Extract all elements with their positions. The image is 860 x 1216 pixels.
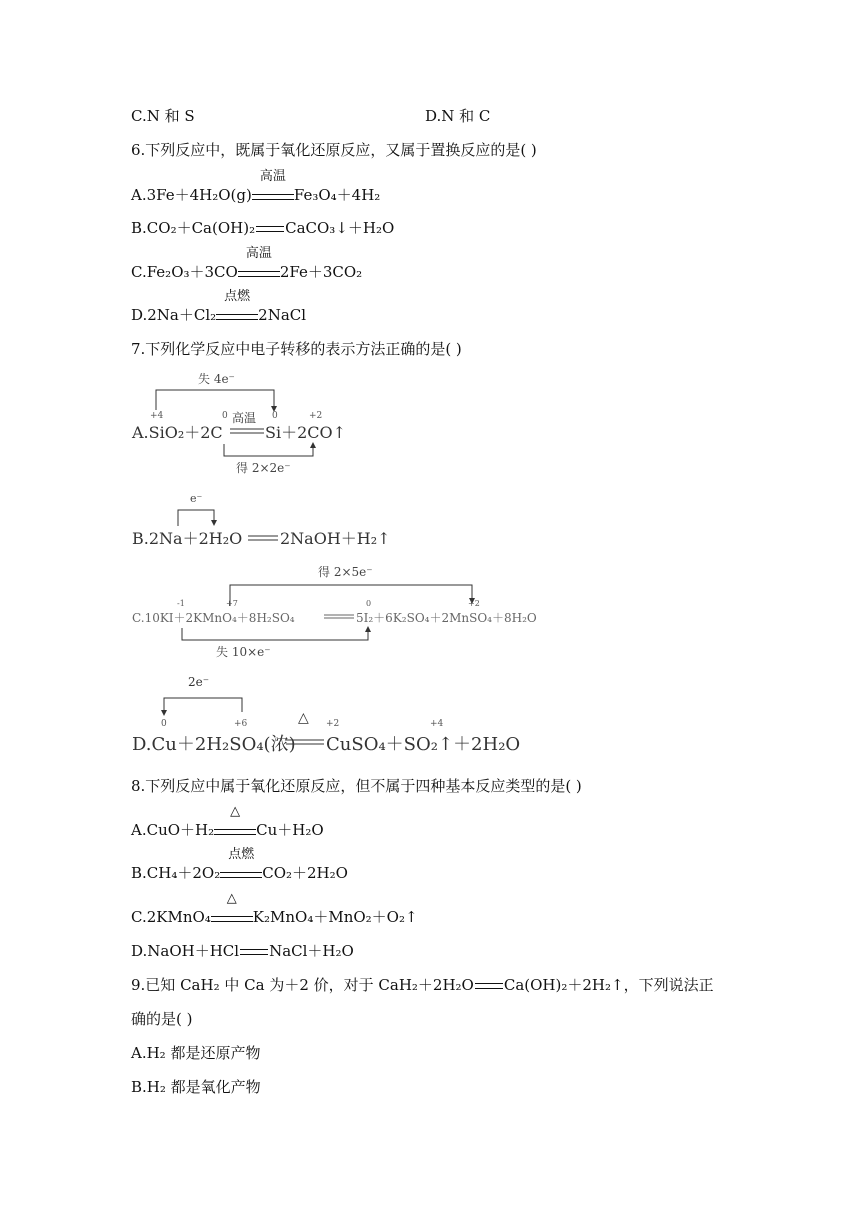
q7c-ox-i2: 0: [366, 599, 372, 608]
q7c-ox-mn2: +2: [468, 599, 480, 608]
q7d-ox-cu: 0: [161, 719, 167, 729]
q7d-ox-cu2: +2: [326, 719, 340, 729]
q7b-bracket: [178, 510, 214, 526]
q9-stem-line1: 9.已知 CaH₂ 中 Ca 为＋2 价，对于 CaH₂＋2H₂O Ca(OH)₂＋2H₂↑，下列说法正: [131, 976, 714, 994]
q7a-bottom-label: 得 2×2e⁻: [236, 461, 291, 475]
q7a-cond: 高温: [232, 411, 257, 425]
q7b-eq-right: 2NaOH＋H₂↑: [280, 529, 391, 548]
q7c-eq-right: 5I₂＋6K₂SO₄＋2MnSO₄＋8H₂O: [356, 611, 537, 625]
q7d-top-label: 2e⁻: [188, 675, 210, 689]
q7d-arrowhead: [161, 710, 167, 716]
q7a-eq-left: A.SiO₂＋2C: [132, 423, 223, 442]
q7d-ox-s2: +4: [430, 719, 444, 729]
q7c-eq-left: C.10KI＋2KMnO₄＋8H₂SO₄: [132, 611, 295, 625]
q7d-ox-s: +6: [234, 719, 248, 729]
q6-option-a: A.3Fe＋4H₂O(g) 高温 Fe₃O₄＋4H₂: [131, 169, 381, 204]
q7-option-c-diagram: [128, 560, 588, 660]
q6-option-b: B.CO₂＋Ca(OH)₂ CaCO₃↓＋H₂O: [131, 219, 395, 237]
q7c-ox-i: -1: [177, 599, 185, 608]
q6-option-c: C.Fe₂O₃＋3CO 高温 2Fe＋3CO₂: [131, 246, 363, 281]
q7a-top-label: 失 4e⁻: [198, 372, 235, 386]
q7c-bottom-bracket: [182, 628, 368, 640]
q8-option-a: A.CuO＋H₂ △ Cu＋H₂O: [131, 804, 324, 839]
q7c-ox-mn: +7: [226, 599, 238, 608]
q7c-bottom-label: 失 10×e⁻: [216, 645, 271, 659]
q7a-ox-c: 0: [222, 411, 228, 421]
q7a-ox-si: +4: [150, 411, 164, 421]
q7d-cond: △: [298, 710, 309, 726]
q7a-bottom-arrowhead: [310, 442, 316, 448]
q7c-bottom-arrowhead: [365, 626, 371, 632]
q7-option-a-diagram: [128, 370, 388, 480]
q7-option-d-diagram: [128, 672, 598, 756]
q7a-top-bracket: [156, 390, 274, 410]
q7-option-b-diagram: [128, 490, 428, 552]
q7-stem: 7.下列化学反应中电子转移的表示方法正确的是( ): [131, 340, 462, 358]
q9-stem-line2: 确的是( ): [131, 1010, 193, 1028]
q7d-eq-right: CuSO₄＋SO₂↑＋2H₂O: [326, 734, 521, 755]
q7c-top-bracket: [230, 585, 472, 606]
q7d-eq-left: D.Cu＋2H₂SO₄(浓): [132, 734, 296, 755]
q5-option-c: C.N 和 S: [131, 107, 195, 125]
q7a-bottom-bracket: [224, 444, 313, 456]
q7b-top-label: e⁻: [190, 492, 203, 505]
q7b-arrowhead: [211, 520, 217, 526]
q6-option-d: D.2Na＋Cl₂ 点燃 2NaCl: [131, 289, 307, 324]
q8-stem: 8.下列反应中属于氧化还原反应，但不属于四种基本反应类型的是( ): [131, 777, 582, 795]
q6-stem: 6.下列反应中，既属于氧化还原反应，又属于置换反应的是( ): [131, 141, 537, 159]
q7c-top-label: 得 2×5e⁻: [318, 565, 373, 579]
q8-option-d: D.NaOH＋HCl NaCl＋H₂O: [131, 942, 354, 960]
q8-option-c: C.2KMnO₄ △ K₂MnO₄＋MnO₂＋O₂↑: [131, 891, 418, 926]
q7a-eq-right: Si＋2CO↑: [265, 423, 347, 442]
q5-option-d: D.N 和 C: [425, 107, 491, 125]
q7a-ox-co: +2: [309, 411, 323, 421]
q7d-bracket: [164, 698, 242, 712]
q9-option-b: B.H₂ 都是氧化产物: [131, 1078, 261, 1096]
q8-option-b: B.CH₄＋2O₂ 点燃 CO₂＋2H₂O: [131, 847, 348, 882]
q7b-eq-left: B.2Na＋2H₂O: [132, 529, 243, 548]
q9-option-a: A.H₂ 都是还原产物: [131, 1044, 261, 1062]
q7a-ox-si2: 0: [272, 411, 278, 421]
